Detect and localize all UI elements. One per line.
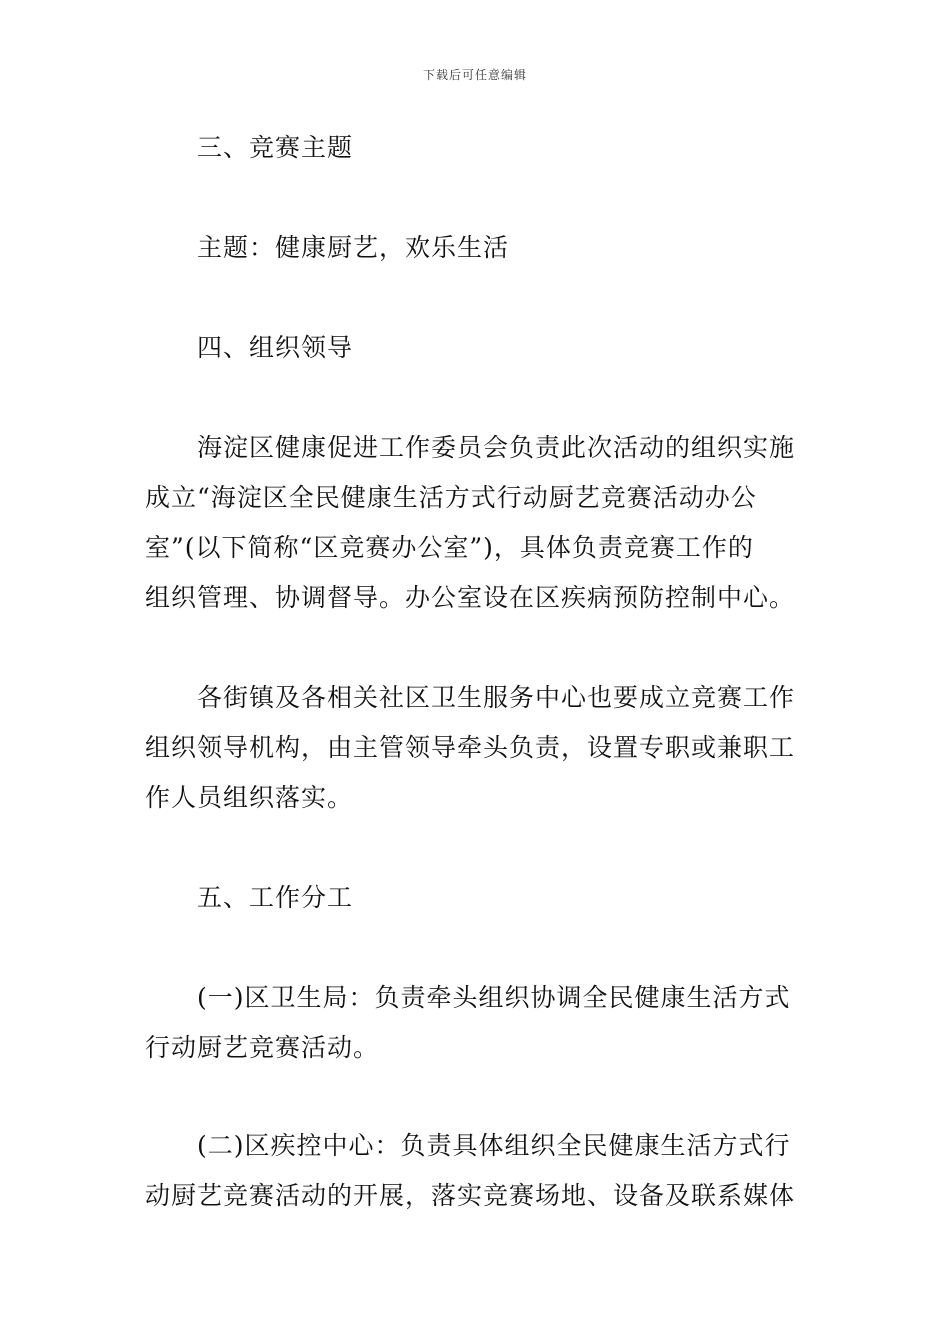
- section-heading-theme: 三、竞赛主题: [197, 133, 354, 162]
- paragraph-line: 海淀区健康促进工作委员会负责此次活动的组织实施: [197, 433, 796, 462]
- paragraph-line: 各街镇及各相关社区卫生服务中心也要成立竞赛工作: [197, 683, 796, 712]
- section-heading-organization: 四、组织领导: [197, 333, 354, 362]
- paragraph-line: 成立“海淀区全民健康生活方式行动厨艺竞赛活动办公: [145, 483, 757, 512]
- list-item-line: (二)区疾控中心：负责具体组织全民健康生活方式行: [197, 1131, 791, 1160]
- paragraph-line: 室”(以下简称“区竞赛办公室”)，具体负责竞赛工作的: [145, 533, 754, 562]
- list-item-line: 行动厨艺竞赛活动。: [145, 1033, 380, 1062]
- list-item-line: (一)区卫生局：负责牵头组织协调全民健康生活方式: [197, 983, 791, 1012]
- theme-line: 主题：健康厨艺，欢乐生活: [197, 233, 510, 262]
- header-note: 下载后可任意编辑: [422, 68, 527, 82]
- section-heading-division: 五、工作分工: [197, 883, 354, 912]
- paragraph-line: 组织管理、协调督导。办公室设在区疾病预防控制中心。: [145, 583, 796, 612]
- paragraph-line: 作人员组织落实。: [145, 783, 354, 812]
- paragraph-line: 组织领导机构，由主管领导牵头负责，设置专职或兼职工: [145, 733, 796, 762]
- list-item-line: 动厨艺竞赛活动的开展，落实竞赛场地、设备及联系媒体: [145, 1181, 796, 1210]
